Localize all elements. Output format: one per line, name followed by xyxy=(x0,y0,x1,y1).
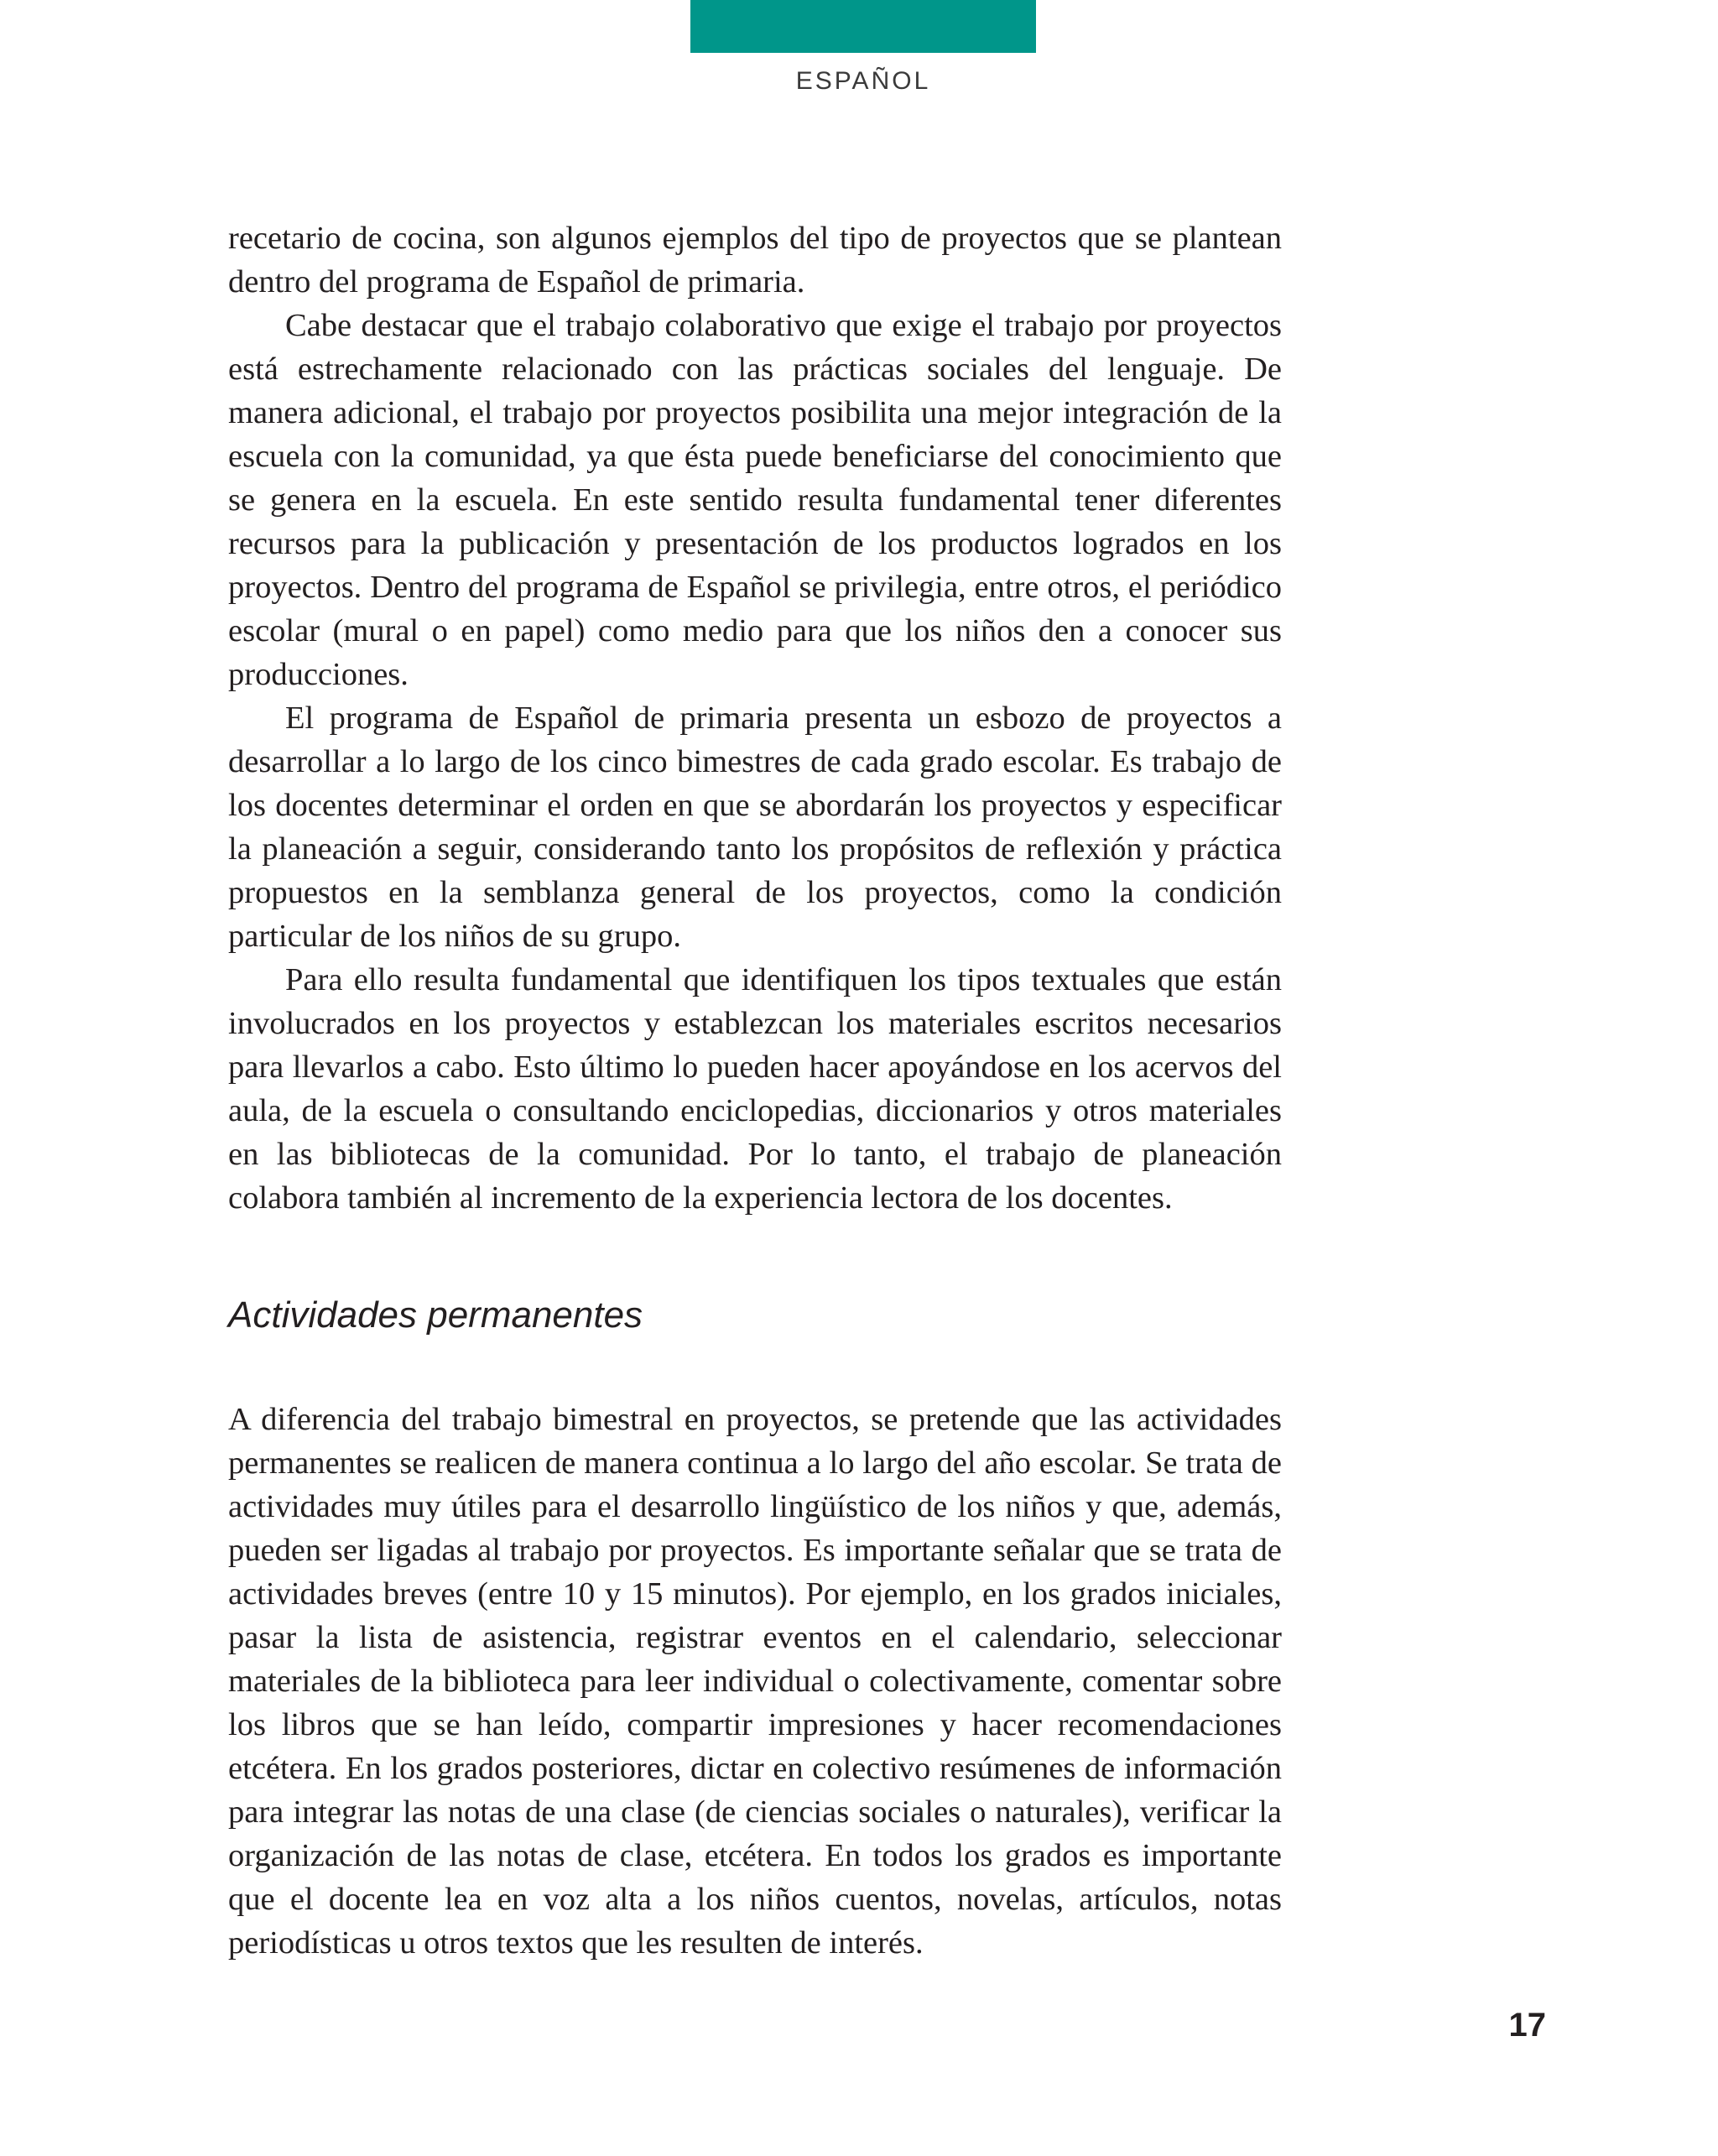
section-title: Actividades permanentes xyxy=(228,1294,643,1336)
page-number: 17 xyxy=(1508,2007,1546,2044)
header-accent-bar xyxy=(690,0,1036,53)
body-paragraph: Para ello resulta fundamental que identifiquen los tipos textuales que están involucrados en los proyectos y establezcan los materiales escritos necesarios para llevarlos a cabo. Esto último lo pueden hacer apoyándose en los acervos del aula, de la escuela o consultando enciclopedias, diccionarios y otros materiales en las bibliotecas de la comunidad. Por lo tanto, el trabajo de planeación colabora también al incremento de la experiencia lectora de los docentes. xyxy=(228,962,1282,1216)
page-body xyxy=(228,216,1282,1965)
body-paragraph: A diferencia del trabajo bimestral en proyectos, se pretende que las actividades permanentes se realicen de manera continua a lo largo del año escolar. Se trata de actividades muy útiles para el desarrollo lingüístico de los niños y que, además, pueden ser ligadas al trabajo por proyectos. Es importante señalar que se trata de actividades breves (entre 10 y 15 minutos). Por ejemplo, en los grados iniciales, pasar la lista de asistencia, registrar eventos en el calendario, seleccionar materiales de la biblioteca para leer individual o colectivamente, comentar sobre los libros que se han leído, compartir impresiones y hacer recomendaciones etcétera. En los grados posteriores, dictar en colectivo resúmenes de información para integrar las notas de una clase (de ciencias sociales o naturales), verificar la organización de las notas de clase, etcétera. En todos los grados es importante que el docente lea en voz alta a los niños cuentos, novelas, artículos, notas periodísticas u otros textos que les resulten de interés. xyxy=(228,1402,1282,1961)
body-paragraph: recetario de cocina, son algunos ejemplos del tipo de proyectos que se plantean dentro del programa de Español de primaria. xyxy=(228,221,1282,299)
body-paragraph: El programa de Español de primaria presenta un esbozo de proyectos a desarrollar a lo largo de los cinco bimestres de cada grado escolar. Es trabajo de los docentes determinar el orden en que se abordarán los proyectos y especificar la planeación a seguir, considerando tanto los propósitos de reflexión y práctica propuestos en la semblanza general de los proyectos, como la condición particular de los niños de su grupo. xyxy=(228,700,1282,954)
body-paragraph: Cabe destacar que el trabajo colaborativo que exige el trabajo por proyectos está estrechamente relacionado con las prácticas sociales del lenguaje. De manera adicional, el trabajo por proyectos posibilita una mejor integración de la escuela con la comunidad, ya que ésta puede beneficiarse del conocimiento que se genera en la escuela. En este sentido resulta fundamental tener diferentes recursos para la publicación y presentación de los productos logrados en los proyectos. Dentro del programa de Español se privilegia, entre otros, el periódico escolar (mural o en papel) como medio para que los niños den a conocer sus producciones. xyxy=(228,308,1282,692)
running-header: ESPAÑOL xyxy=(795,67,931,95)
